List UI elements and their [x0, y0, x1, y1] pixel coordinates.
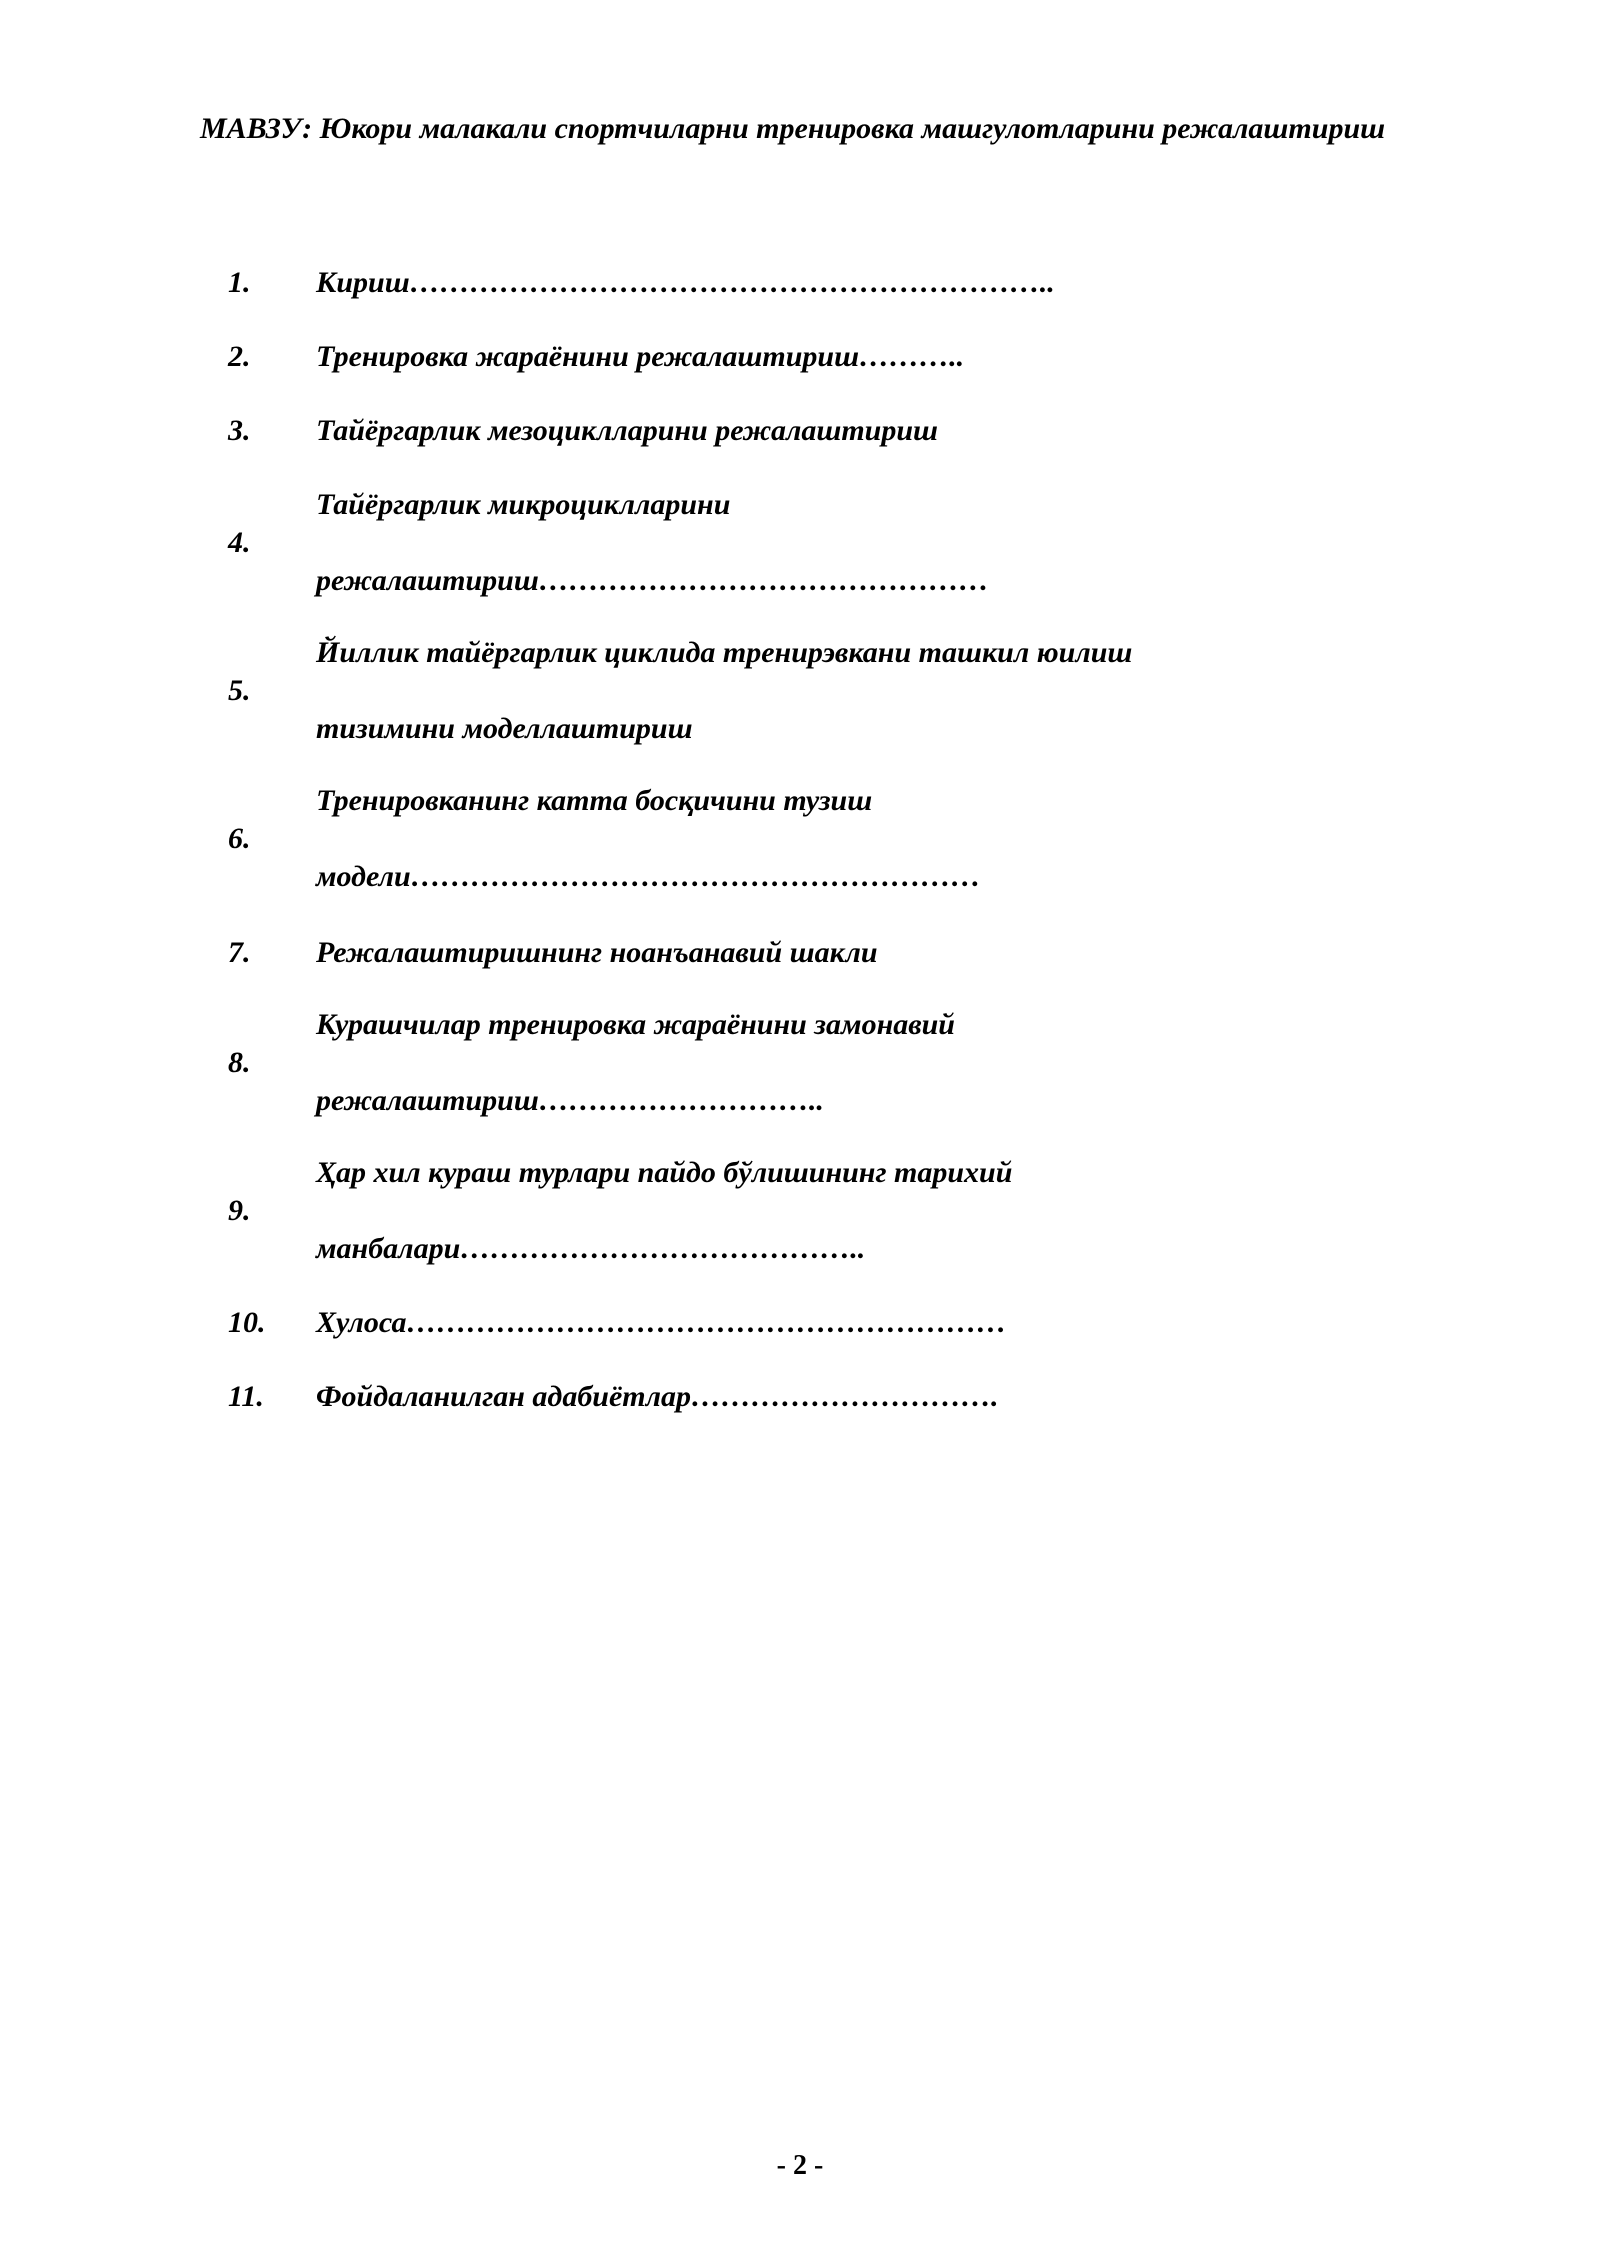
toc-item-number: 10.: [228, 1306, 266, 1339]
toc-item-number: 7.: [228, 936, 251, 969]
toc-item-text: Фойдаланилган адабиётлар………………………….: [316, 1380, 999, 1413]
toc-item-number: 8.: [228, 1046, 251, 1079]
toc-item-text: Режалаштиришнинг ноанъанавий шакли: [316, 936, 878, 969]
toc-item-number: 1.: [228, 266, 251, 299]
toc-item-text: Тайёргарлик мезоциклларини режалаштириш: [316, 414, 939, 447]
toc-item-number: 9.: [228, 1194, 251, 1227]
toc-item-text: Курашчилар тренировка жараёнини замонавий: [316, 1008, 955, 1041]
toc-item-text: Кириш………………………………………………………..: [316, 266, 1055, 299]
toc-item-text: Хулоса……………………………………………………: [316, 1306, 1007, 1339]
toc-item-text: Тренировканинг катта босқичини тузиш: [316, 784, 873, 817]
toc-item-text: модели…………………………………………………: [316, 860, 981, 893]
toc-item-number: 4.: [228, 526, 251, 559]
toc-item-text: Тайёргарлик микроциклларини: [316, 488, 731, 521]
toc-item-text: режалаштириш………………………..: [316, 1084, 824, 1117]
page-title: МАВЗУ: Юкори малакали спортчиларни тренировка машгулотларини режалаштириш: [200, 112, 1386, 145]
toc-item-text: манбалари…………………………………..: [316, 1232, 866, 1265]
toc-item-text: Йиллик тайёргарлик циклида тренирэвкани ташкил юилиш: [316, 636, 1133, 669]
toc-item-text: Ҳар хил кураш турлари пайдо бўлишининг тарихий: [316, 1156, 1013, 1189]
toc-item-number: 6.: [228, 822, 251, 855]
toc-item-number: 11.: [228, 1380, 264, 1413]
toc-item-text: Тренировка жараёнини режалаштириш………..: [316, 340, 965, 373]
page-number: - 2 -: [776, 2150, 824, 2181]
toc-item-number: 2.: [228, 340, 251, 373]
toc-item-text: тизимини моделлаштириш: [316, 712, 693, 745]
toc-item-number: 5.: [228, 674, 251, 707]
toc-item-number: 3.: [228, 414, 251, 447]
toc-item-text: режалаштириш………………………………………: [316, 564, 989, 597]
